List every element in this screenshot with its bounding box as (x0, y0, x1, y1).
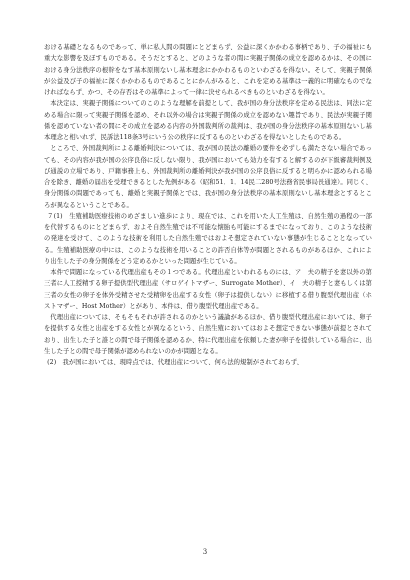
body-paragraph: ところで、外国裁判所による離婚判決については、我が国の民法の離婚の要件を必ずしも満たさない場合であっても、その内容が我が国の公序良俗に反しない限り、我が国においても効力を有すると解するのが下級審裁判例及び通説の立場であり、戸籍事務上も、外国裁判所の離婚判決が我が国の公序良俗に反すると明らかに認められる場合を除き、離婚の届出を受理できるとした先例がある（昭和51．1．14民二280号法務省民事局長通達）。同じく、身分関係の問題であっても、離婚と実親子関係とでは、我が国の身分法秩序の基本原則ないし基本理念とするところが異なるということである。 (44, 145, 372, 209)
section-paragraph: ７(1) 生殖補助医療技術のめざましい進歩により、現在では、これを用いた人工生殖は、自然生殖の過程の一部を代替するものにとどまらず、およそ自然生殖では不可能な懐胎も可能にするまでになっており、このような技術の発達を受けて、このような技術を利用した自然生殖ではおよそ想定されていない事態が生じることとなっている。生殖補助医療の中には、このような技術を用いることの許否自体等が問題とされるものがあるほか、これにより出生した子の身分関係をどう定めるかといった問題が生じている。 (44, 212, 372, 265)
section-paragraph: (2) 我が国においては、現時点では、代理出産について、何ら法的規制がされておらず、 (47, 359, 303, 366)
body-paragraph: 本決定は、実親子関係についてのこのような理解を前提として、我が国の身分法秩序を定める民法は、同法に定める場合に限って実親子関係を認め、それ以外の場合は実親子関係の成立を認めない趣旨であり、民法が実親子関係を認めていない者の間にその成立を認める内容の外国裁判所の裁判は、我が国の身分法秩序の基本原則ないし基本理念と相いれず、民訴法118条3号にいう公の秩序に反するものといわざるを得ないとしたものである。 (44, 100, 372, 141)
body-paragraph: おける基礎となるものであって、単に私人間の問題にとどまらず、公益に深くかかわる事柄であり、子の福祉にも重大な影響を及ぼすものである。そうだとすると、どのような者の間に実親子関係の成立を認めるかは、その国における身分法秩序の根幹をなす基本原則ないし基本理念にかかわるものといわざるを得ない。そして、実親子関係が公益及び子の福祉に深くかかわるものであることにかんがみると、これを定める基準は一義的に明確なものでなければならず、かつ、その存否はその基準によって一律に決せられるべきものといわざるを得ない。 (44, 44, 372, 96)
body-paragraph: 代理出産については、そもそもそれが許されるのかという議論があるほか、借り腹型代理出産においては、卵子を提供する女性と出産をする女性とが異なるという、自然生殖においてはおよそ想定できない事態が前提とされており、出生した子と誰との間で母子関係を認めるか、特に代理出産を依頼した妻が卵子を提供している場合に、出生した子との間で母子関係が認められないのかが問題となる。 (44, 314, 372, 355)
page-number: 3 (202, 548, 208, 556)
body-paragraph: 本件で問題になっている代理出産もその１つである。代理出産といわれるものには、ア 夫の精子を妻以外の第三者に人工授精する卵子提供型代理出産（サロゲイトマザー、Surrogate Mother）、イ 夫の精子と妻もしくは第三者の女性の卵子を体外受精させた受精卵を出産する女性（卵子は提供しない）に移植する借り腹型代理出産（ホストマザー、Host Mother）とがあり、本件は、借り腹型代理出産である。 (44, 269, 372, 310)
